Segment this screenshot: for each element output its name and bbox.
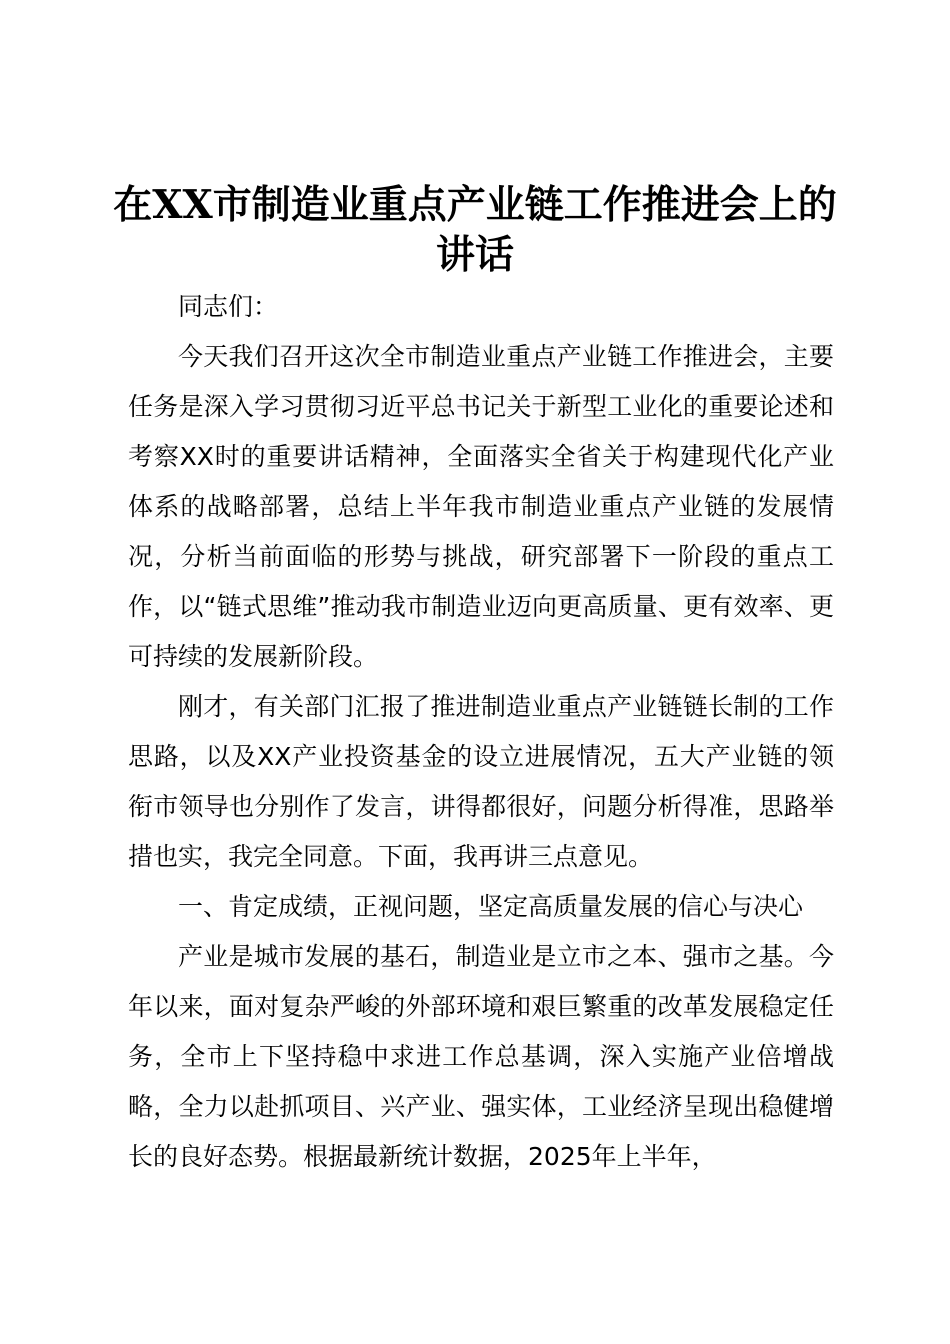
salutation: 同志们： (178, 292, 279, 321)
paragraph-intro: 今天我们召开这次全市制造业重点产业链工作推进会，主要任务是深入学习贯彻习近平总书记关于新型工业化的重要论述和考察XX时的重要讲话精神，全面落实全省关于构建现代化产业体系的战略部署，总结上半年我市制造业重点产业链的发展情况，分析当前面临的形势与挑战，研究部署下一阶段的重点工作，以“链式思维”推动我市制造业迈向更高质量、更有效率、更可持续的发展新阶段。 (128, 342, 834, 671)
paragraph-section-1: 产业是城市发展的基石，制造业是立市之本、强市之基。今年以来，面对复杂严峻的外部环境和艰巨繁重的改革发展稳定任务，全市上下坚持稳中求进工作总基调，深入实施产业倍增战略，全力以赴抓项目、兴产业、强实体，工业经济呈现出稳健增长的良好态势。根据最新统计数据，2025年上半年， (128, 942, 834, 1171)
paragraph-response: 刚才，有关部门汇报了推进制造业重点产业链链长制的工作思路，以及XX产业投资基金的设立进展情况，五大产业链的领衔市领导也分别作了发言，讲得都很好，问题分析得准，思路举措也实，我完全同意。下面，我再讲三点意见。 (128, 692, 834, 871)
document-title: 在XX市制造业重点产业链工作推进会上的讲话 (113, 182, 837, 278)
section-heading-1: 一、肯定成绩，正视问题，坚定高质量发展的信心与决心 (178, 892, 804, 921)
document-body (128, 282, 834, 1182)
